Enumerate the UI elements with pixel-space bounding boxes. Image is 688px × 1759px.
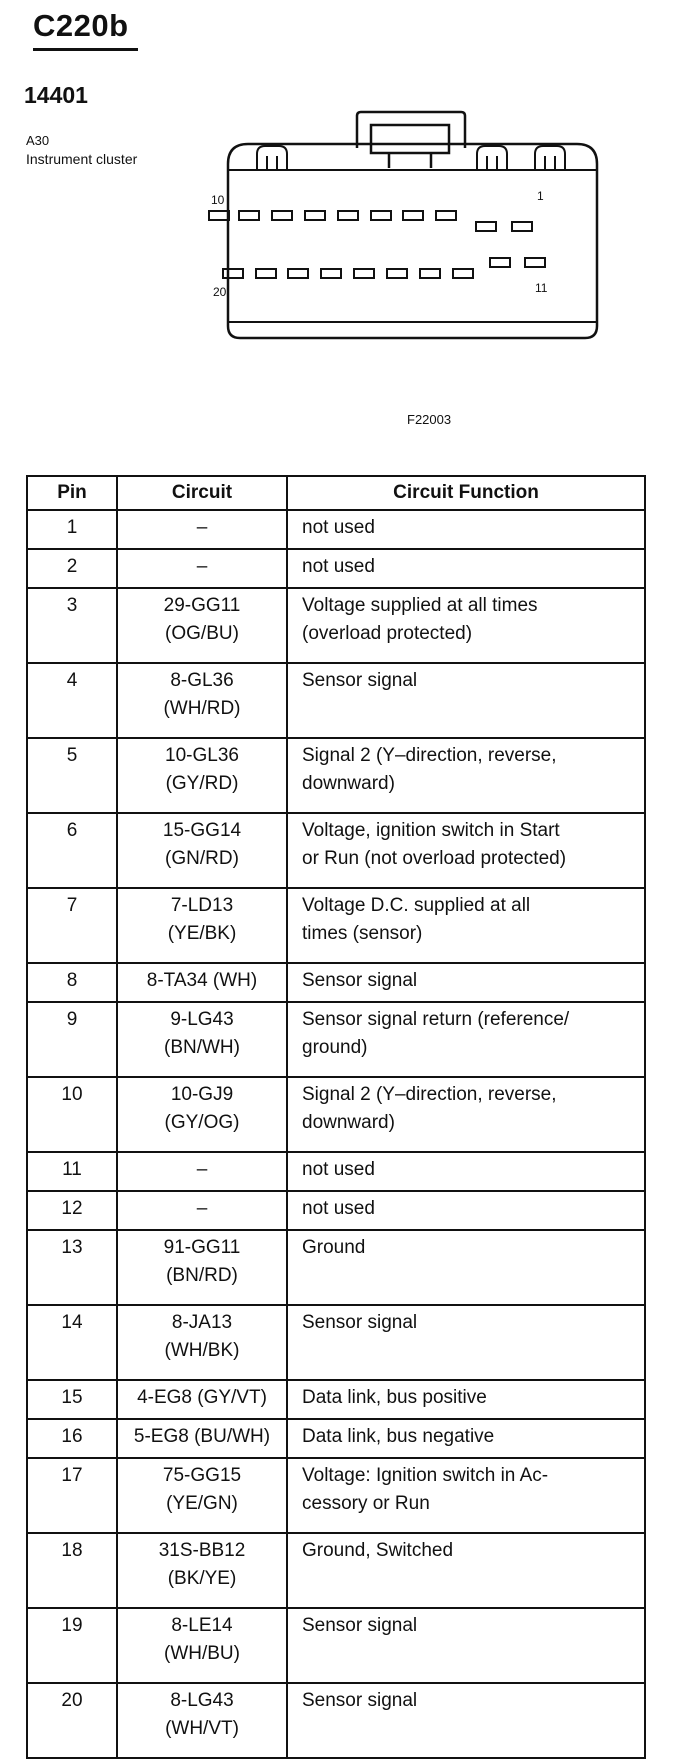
function-line: Sensor signal return (reference/ [302, 1009, 570, 1030]
circuit-cell [117, 1683, 287, 1758]
table-row [27, 1305, 645, 1380]
table-row [27, 1533, 645, 1608]
table-row [27, 1191, 645, 1230]
circuit-line: (GY/OG) [164, 1112, 240, 1133]
connector-face-diagram [211, 108, 645, 388]
function-line: Voltage supplied at all times [302, 595, 538, 616]
circuit-cell [117, 663, 287, 738]
function-line: Ground [302, 1237, 366, 1258]
pin-number: 9 [27, 1002, 117, 1077]
circuit-line: 8-JA13 [171, 1312, 233, 1333]
figure-code: F22003 [407, 412, 452, 427]
circuit-function-cell [287, 1305, 645, 1380]
function-line: Sensor signal [302, 1615, 418, 1636]
table-row [27, 1608, 645, 1683]
function-line: Data link, bus positive [302, 1387, 487, 1408]
circuit-function-cell [287, 1002, 645, 1077]
function-line: Voltage D.C. supplied at all [302, 895, 531, 916]
pin-number: 13 [27, 1230, 117, 1305]
pin-table-body [27, 510, 645, 1758]
pin-number: 16 [27, 1419, 117, 1458]
part-number: 14401 [24, 82, 88, 108]
table-row [27, 1152, 645, 1191]
pin-number: 7 [27, 888, 117, 963]
table-row [27, 1380, 645, 1419]
table-row [27, 1002, 645, 1077]
table-row [27, 549, 645, 588]
circuit-line: 7-LD13 [170, 895, 234, 916]
circuit-function-cell [287, 1230, 645, 1305]
circuit-cell [117, 1152, 287, 1191]
pin-table [26, 475, 646, 1759]
table-row [27, 1683, 645, 1758]
function-line: downward) [302, 773, 395, 794]
circuit-cell [117, 1419, 287, 1458]
function-line: Ground, Switched [302, 1540, 454, 1561]
table-row [27, 588, 645, 663]
pin-number: 8 [27, 963, 117, 1002]
circuit-cell [117, 813, 287, 888]
function-line: not used [302, 1198, 375, 1219]
pin-label-10: 10 [211, 193, 225, 207]
circuit-function-cell [287, 1191, 645, 1230]
circuit-line: – [196, 517, 208, 538]
pin-number: 10 [27, 1077, 117, 1152]
function-line: not used [302, 1159, 375, 1180]
circuit-cell [117, 1077, 287, 1152]
circuit-line: (YE/BK) [167, 923, 237, 944]
table-row [27, 1230, 645, 1305]
table-row [27, 510, 645, 549]
pin-number: 20 [27, 1683, 117, 1758]
header-circuit-function: Circuit Function [287, 476, 645, 510]
pin-number: 4 [27, 663, 117, 738]
circuit-function-cell [287, 588, 645, 663]
pin-number: 1 [27, 510, 117, 549]
circuit-function-cell [287, 738, 645, 813]
circuit-line: 5-EG8 (BU/WH) [133, 1426, 271, 1447]
circuit-line: 8-LE14 [171, 1615, 233, 1636]
function-line: Sensor signal [302, 970, 418, 991]
circuit-function-cell [287, 1380, 645, 1419]
circuit-cell [117, 1380, 287, 1419]
circuit-cell [117, 888, 287, 963]
function-line: ground) [302, 1037, 368, 1058]
circuit-line: (WH/BK) [164, 1340, 240, 1361]
circuit-line: 9-LG43 [170, 1009, 234, 1030]
circuit-line: (GN/RD) [165, 848, 239, 869]
circuit-function-cell [287, 1419, 645, 1458]
table-row [27, 888, 645, 963]
location-code: A30 [26, 133, 50, 148]
connector-title: C220b [33, 8, 129, 43]
circuit-function-cell [287, 1533, 645, 1608]
function-line: times (sensor) [302, 923, 423, 944]
circuit-line: 8-LG43 [170, 1690, 234, 1711]
function-line: Sensor signal [302, 1312, 418, 1333]
circuit-line: (BN/RD) [166, 1265, 238, 1286]
pin-number: 17 [27, 1458, 117, 1533]
top-row-cavities [209, 211, 532, 231]
circuit-function-cell [287, 1608, 645, 1683]
circuit-cell [117, 738, 287, 813]
function-line: Signal 2 (Y–direction, reverse, [302, 745, 557, 766]
table-row [27, 663, 645, 738]
function-line: (overload protected) [302, 623, 473, 644]
function-line: Signal 2 (Y–direction, reverse, [302, 1084, 557, 1105]
table-row [27, 1077, 645, 1152]
circuit-line: (WH/VT) [165, 1718, 239, 1739]
location-name: Instrument cluster [26, 151, 138, 167]
table-row [27, 963, 645, 1002]
table-row [27, 813, 645, 888]
circuit-line: 91-GG11 [163, 1237, 241, 1258]
circuit-function-cell [287, 813, 645, 888]
header-pin: Pin [27, 476, 117, 510]
circuit-function-cell [287, 1683, 645, 1758]
circuit-line: 4-EG8 (GY/VT) [137, 1387, 267, 1408]
circuit-line: 10-GJ9 [170, 1084, 234, 1105]
circuit-line: 8-TA34 (WH) [146, 970, 258, 991]
header-circuit: Circuit [117, 476, 287, 510]
bottom-row-cavities [223, 258, 545, 278]
circuit-line: 8-GL36 [170, 670, 234, 691]
circuit-line: – [196, 1159, 208, 1180]
pin-number: 2 [27, 549, 117, 588]
function-line: not used [302, 556, 375, 577]
circuit-function-cell [287, 510, 645, 549]
function-line: Sensor signal [302, 1690, 418, 1711]
function-line: downward) [302, 1112, 395, 1133]
function-line: Data link, bus negative [302, 1426, 495, 1447]
function-line: cessory or Run [302, 1493, 430, 1514]
circuit-line: 15-GG14 [162, 820, 242, 841]
circuit-line: (YE/GN) [166, 1493, 238, 1514]
circuit-function-cell [287, 663, 645, 738]
pin-number: 3 [27, 588, 117, 663]
circuit-line: (GY/RD) [165, 773, 239, 794]
pin-number: 6 [27, 813, 117, 888]
circuit-function-cell [287, 1152, 645, 1191]
circuit-cell [117, 510, 287, 549]
pin-label-20: 20 [213, 285, 227, 299]
pin-label-1: 1 [537, 189, 544, 203]
pin-number: 14 [27, 1305, 117, 1380]
circuit-function-cell [287, 1077, 645, 1152]
circuit-line: (BN/WH) [164, 1037, 240, 1058]
circuit-line: 31S-BB12 [158, 1540, 246, 1561]
title-underline [33, 48, 138, 51]
circuit-line: – [196, 1198, 208, 1219]
circuit-cell [117, 1458, 287, 1533]
pin-number: 19 [27, 1608, 117, 1683]
circuit-line: 29-GG11 [163, 595, 241, 616]
table-row [27, 1458, 645, 1533]
circuit-function-cell [287, 1458, 645, 1533]
circuit-cell [117, 588, 287, 663]
circuit-line: (BK/YE) [167, 1568, 237, 1589]
pin-number: 11 [27, 1152, 117, 1191]
pin-label-11: 11 [535, 281, 548, 295]
circuit-cell [117, 1305, 287, 1380]
pin-number: 15 [27, 1380, 117, 1419]
table-row [27, 1419, 645, 1458]
circuit-line: (OG/BU) [165, 623, 239, 644]
circuit-line: 10-GL36 [165, 745, 239, 766]
pin-number: 5 [27, 738, 117, 813]
circuit-cell [117, 1191, 287, 1230]
circuit-cell [117, 549, 287, 588]
circuit-cell [117, 1608, 287, 1683]
circuit-function-cell [287, 963, 645, 1002]
circuit-cell [117, 1002, 287, 1077]
circuit-function-cell [287, 888, 645, 963]
function-line: Sensor signal [302, 670, 418, 691]
pin-number: 12 [27, 1191, 117, 1230]
circuit-cell [117, 963, 287, 1002]
circuit-line: (WH/BU) [164, 1643, 240, 1664]
circuit-line: (WH/RD) [163, 698, 241, 719]
function-line: or Run (not overload protected) [302, 848, 567, 869]
circuit-line: – [196, 556, 208, 577]
table-header-row [27, 476, 645, 510]
table-row [27, 738, 645, 813]
circuit-line: 75-GG15 [162, 1465, 242, 1486]
circuit-cell [117, 1533, 287, 1608]
function-line: Voltage, ignition switch in Start [302, 820, 560, 841]
circuit-function-cell [287, 549, 645, 588]
circuit-cell [117, 1230, 287, 1305]
function-line: not used [302, 517, 375, 538]
function-line: Voltage: Ignition switch in Ac- [302, 1465, 549, 1486]
pin-number: 18 [27, 1533, 117, 1608]
